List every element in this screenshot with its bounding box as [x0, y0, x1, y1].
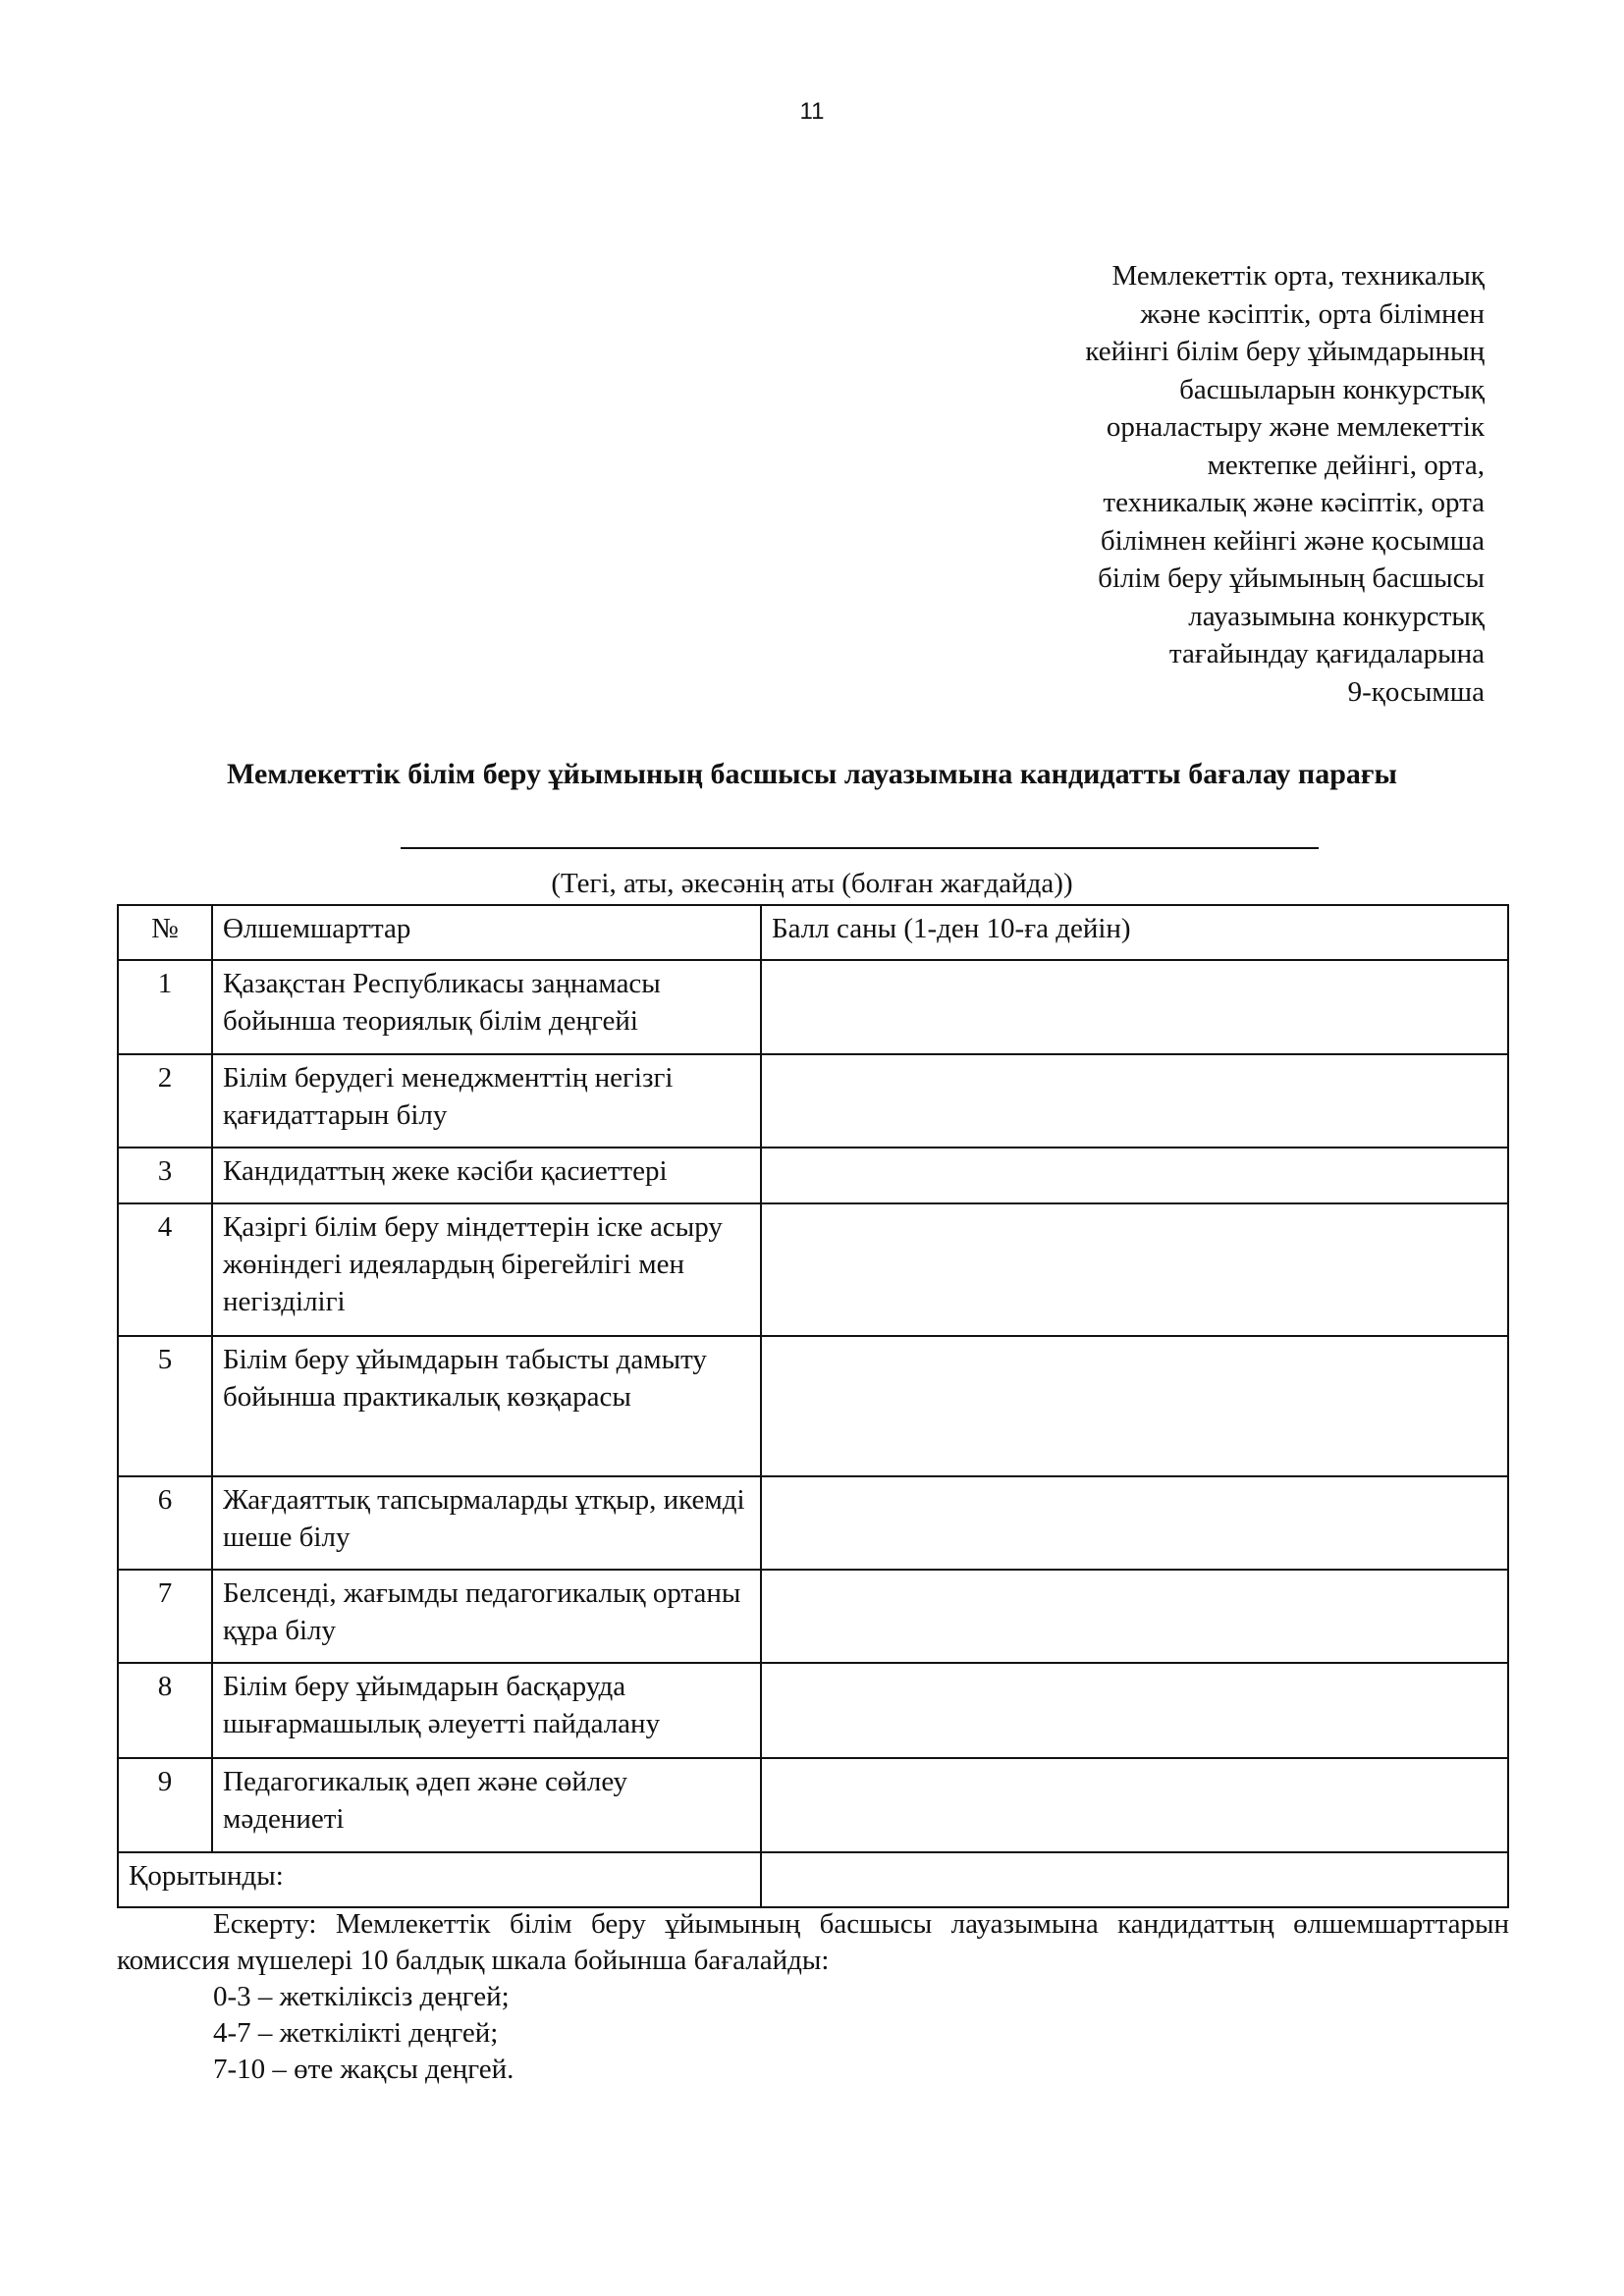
score-cell[interactable]	[761, 1148, 1508, 1203]
annex-line: және кәсіптік, орта білімнен	[1140, 297, 1485, 330]
score-cell[interactable]	[761, 1336, 1508, 1476]
criterion-text: Білім беру ұйымдарын басқаруда шығармашылық әлеуетті пайдалану	[212, 1663, 761, 1758]
criterion-text: Білім беру ұйымдарын табысты дамыту бойынша практикалық көзқарасы	[212, 1336, 761, 1476]
table-header-row	[118, 905, 1508, 960]
total-label: Қорытынды:	[118, 1852, 761, 1907]
annex-line: Мемлекеттік орта, техникалық	[1111, 260, 1485, 292]
note-section	[117, 1906, 1509, 2088]
row-number: 7	[118, 1570, 212, 1663]
annex-number: 9-қосымша	[1347, 675, 1485, 708]
annex-reference	[1085, 257, 1485, 711]
table-row	[118, 1203, 1508, 1336]
table-row	[118, 960, 1508, 1054]
row-number: 9	[118, 1758, 212, 1852]
total-score-cell[interactable]	[761, 1852, 1508, 1907]
row-number: 3	[118, 1148, 212, 1203]
annex-line: тағайындау қағидаларына	[1168, 638, 1485, 669]
score-cell[interactable]	[761, 1203, 1508, 1336]
criterion-text: Педагогикалық әдеп және сөйлеу мәдениеті	[212, 1758, 761, 1852]
table-row	[118, 1336, 1508, 1476]
candidate-name-field[interactable]	[401, 847, 1319, 849]
score-cell[interactable]	[761, 1758, 1508, 1852]
row-number: 6	[118, 1476, 212, 1570]
criterion-text: Кандидаттың жеке кәсіби қасиеттері	[212, 1148, 761, 1203]
annex-line: техникалық және кәсіптік, орта	[1103, 487, 1485, 518]
criterion-text: Белсенді, жағымды педагогикалық ортаны құра білу	[212, 1570, 761, 1663]
criterion-text: Қазақстан Республикасы заңнамасы бойынша теориялық білім деңгейі	[212, 960, 761, 1054]
row-number: 4	[118, 1203, 212, 1336]
header-score: Балл саны (1-ден 10-ға дейін)	[761, 905, 1508, 960]
annex-line: мектепке дейінгі, орта,	[1207, 449, 1485, 481]
evaluation-table	[117, 904, 1509, 1908]
table-row	[118, 1758, 1508, 1852]
score-cell[interactable]	[761, 1663, 1508, 1758]
table-row	[118, 1148, 1508, 1203]
header-criteria: Өлшемшарттар	[212, 905, 761, 960]
criterion-text: Жағдаяттық тапсырмаларды ұтқыр, икемді шеше білу	[212, 1476, 761, 1570]
annex-line: басшыларын конкурстық	[1179, 373, 1485, 405]
criterion-text: Білім берудегі менеджменттің негізгі қағидаттарын білу	[212, 1054, 761, 1148]
score-level: 0-3 – жеткіліксіз деңгей;	[213, 1981, 510, 2012]
table-row	[118, 1663, 1508, 1758]
row-number: 2	[118, 1054, 212, 1148]
annex-line: кейінгі білім беру ұйымдарының	[1085, 336, 1485, 367]
header-number: №	[118, 905, 212, 960]
annex-line: білімнен кейінгі және қосымша	[1100, 524, 1485, 557]
table-row	[118, 1476, 1508, 1570]
total-row	[118, 1852, 1508, 1907]
annex-line: білім беру ұйымының басшысы	[1098, 562, 1485, 594]
candidate-name-caption: (Тегі, аты, әкесәнің аты (болған жағдайда))	[551, 868, 1073, 899]
annex-line: лауазымына конкурстық	[1188, 600, 1485, 632]
criterion-text: Қазіргі білім беру міндеттерін іске асыру жөніндегі идеялардың бірегейлігі мен негізділігі	[212, 1203, 761, 1336]
document-title: Мемлекеттік білім беру ұйымының басшысы лауазымына кандидатты бағалау парағы	[227, 758, 1397, 790]
score-cell[interactable]	[761, 1570, 1508, 1663]
row-number: 1	[118, 960, 212, 1054]
note-text: Ескерту: Мемлекеттік білім беру ұйымының басшысы лауазымына кандидаттың өлшемшарттарын комиссия мүшелері 10 балдық шкала бойынша бағалайды:	[117, 1908, 1509, 1976]
score-cell[interactable]	[761, 1476, 1508, 1570]
annex-line: орналастыру және мемлекеттік	[1106, 411, 1485, 443]
row-number: 8	[118, 1663, 212, 1758]
score-level: 7-10 – өте жақсы деңгей.	[213, 2054, 514, 2085]
row-number: 5	[118, 1336, 212, 1476]
score-cell[interactable]	[761, 960, 1508, 1054]
table-row	[118, 1570, 1508, 1663]
score-level: 4-7 – жеткілікті деңгей;	[213, 2017, 499, 2049]
score-cell[interactable]	[761, 1054, 1508, 1148]
page-number: 11	[799, 98, 825, 125]
table-row	[118, 1054, 1508, 1148]
